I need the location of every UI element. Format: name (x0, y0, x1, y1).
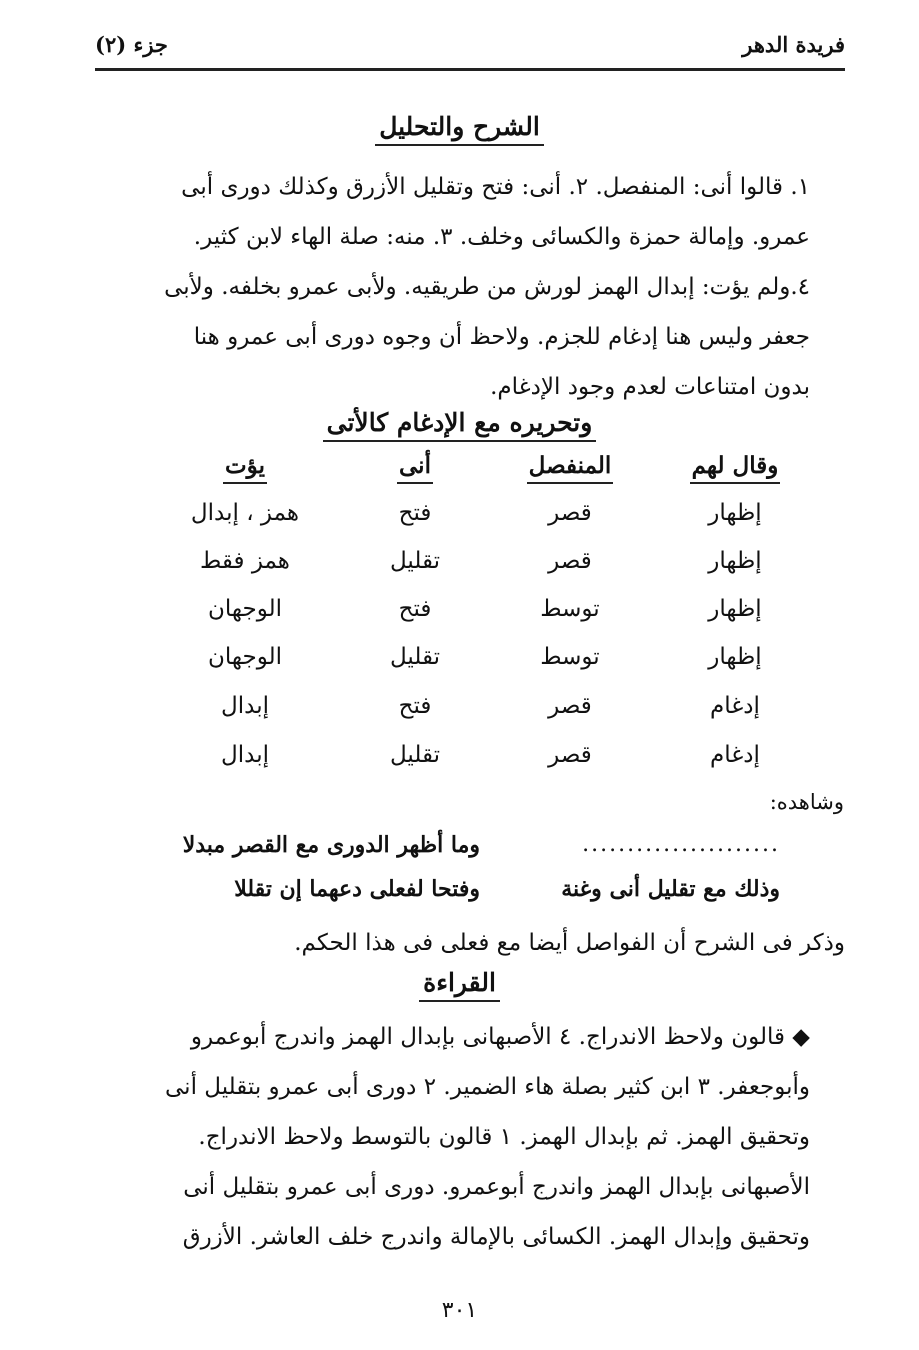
paragraph-line: ٤.ولم يؤت: إبدال الهمز لورش من طريقيه. ولأبى عمرو بخلفه. ولأبى (164, 274, 810, 300)
table-cell: الوجهان (208, 644, 282, 670)
table-cell: قصر (548, 548, 592, 574)
table-header-cell: وقال لهم (660, 452, 810, 479)
table-cell: توسط (540, 644, 600, 670)
table-cell: همز ، إبدال (190, 500, 300, 526)
paragraph-line: الأصبهانى بإبدال الهمز واندرج أبوعمرو. دورى أبى عمرو بتقليل أنى (183, 1174, 810, 1200)
table-cell: توسط (540, 596, 600, 622)
verse-first-hemistich: وذلك مع تقليل أنى وغنة (561, 876, 780, 902)
reading-paragraph (95, 1012, 810, 1262)
table-cell: إدغام (710, 693, 760, 719)
table-cell: إبدال (221, 693, 269, 719)
table-cell: فتح (398, 693, 432, 719)
witness-note: وذكر فى الشرح أن الفواصل أيضا مع فعلى فى هذا الحكم. (294, 930, 845, 956)
table-cell: إدغام (710, 742, 760, 768)
verse-second-hemistich: وفتحا لفعلى دعهما إن تقللا (234, 876, 480, 902)
table-cell: تقليل (389, 644, 440, 670)
paragraph-line: وأبوجعفر. ٣ ابن كثير بصلة هاء الضمير. ٢ دورى أبى عمرو بتقليل أنى (165, 1074, 810, 1100)
running-header (95, 28, 845, 71)
paragraph-line: وتحقيق وإبدال الهمز. الكسائى بالإمالة واندرج خلف العاشر. الأزرق (182, 1224, 810, 1250)
table-cell: فتح (398, 596, 432, 622)
explanation-paragraph (95, 162, 810, 412)
table-cell: إظهار (708, 548, 762, 574)
table-cell: الوجهان (208, 596, 282, 622)
book-title: فريدة الدهر (742, 32, 845, 57)
part-number: جزء (٢) (95, 32, 168, 57)
page-number: ٣٠١ (441, 1298, 478, 1323)
table-cell: إظهار (708, 644, 762, 670)
table-cell: إظهار (708, 596, 762, 622)
table-row (150, 644, 810, 684)
table-row (150, 742, 810, 782)
section-heading-reading: القراءة (0, 968, 919, 997)
witness-label: وشاهده: (769, 790, 844, 814)
paragraph-line: ١. قالوا أنى: المنفصل. ٢. أنى: فتح وتقليل الأزرق وكذلك دورى أبى (181, 174, 810, 200)
paragraph-line: ◆ قالون ولاحظ الاندراج. ٤ الأصبهانى بإبدال الهمز واندرج أبوعمرو (190, 1024, 810, 1050)
table-header-row (150, 452, 810, 492)
table-cell: همز فقط (200, 548, 290, 574)
table-header-cell: يؤت (170, 452, 320, 479)
table-row (150, 693, 810, 733)
table-row (150, 500, 810, 540)
verse-line (150, 832, 780, 872)
table-cell: تقليل (389, 742, 440, 768)
table-cell: قصر (548, 742, 592, 768)
table-row (150, 596, 810, 636)
table-header-cell: أنى (340, 452, 490, 479)
table-cell: تقليل (389, 548, 440, 574)
paragraph-line: وتحقيق الهمز. ثم بإبدال الهمز. ١ قالون بالتوسط ولاحظ الاندراج. (198, 1124, 810, 1150)
verse-first-hemistich: ...................... (582, 832, 780, 857)
table-cell: فتح (398, 500, 432, 526)
paragraph-line: جعفر وليس هنا إدغام للجزم. ولاحظ أن وجوه دورى أبى عمرو هنا (193, 324, 810, 350)
section-heading-explanation: الشرح والتحليل (0, 112, 919, 141)
paragraph-line: بدون امتناعات لعدم وجود الإدغام. (490, 374, 810, 400)
table-cell: إظهار (708, 500, 762, 526)
verse-second-hemistich: وما أظهر الدورى مع القصر مبدلا (182, 832, 480, 858)
table-title: وتحريره مع الإدغام كالأتى (0, 408, 919, 437)
paragraph-line: عمرو. وإمالة حمزة والكسائى وخلف. ٣. منه: صلة الهاء لابن كثير. (193, 224, 810, 250)
table-header-cell: المنفصل (495, 452, 645, 479)
table-cell: قصر (548, 693, 592, 719)
table-row (150, 548, 810, 588)
table-cell: قصر (548, 500, 592, 526)
verse-line (150, 876, 780, 916)
table-cell: إبدال (221, 742, 269, 768)
